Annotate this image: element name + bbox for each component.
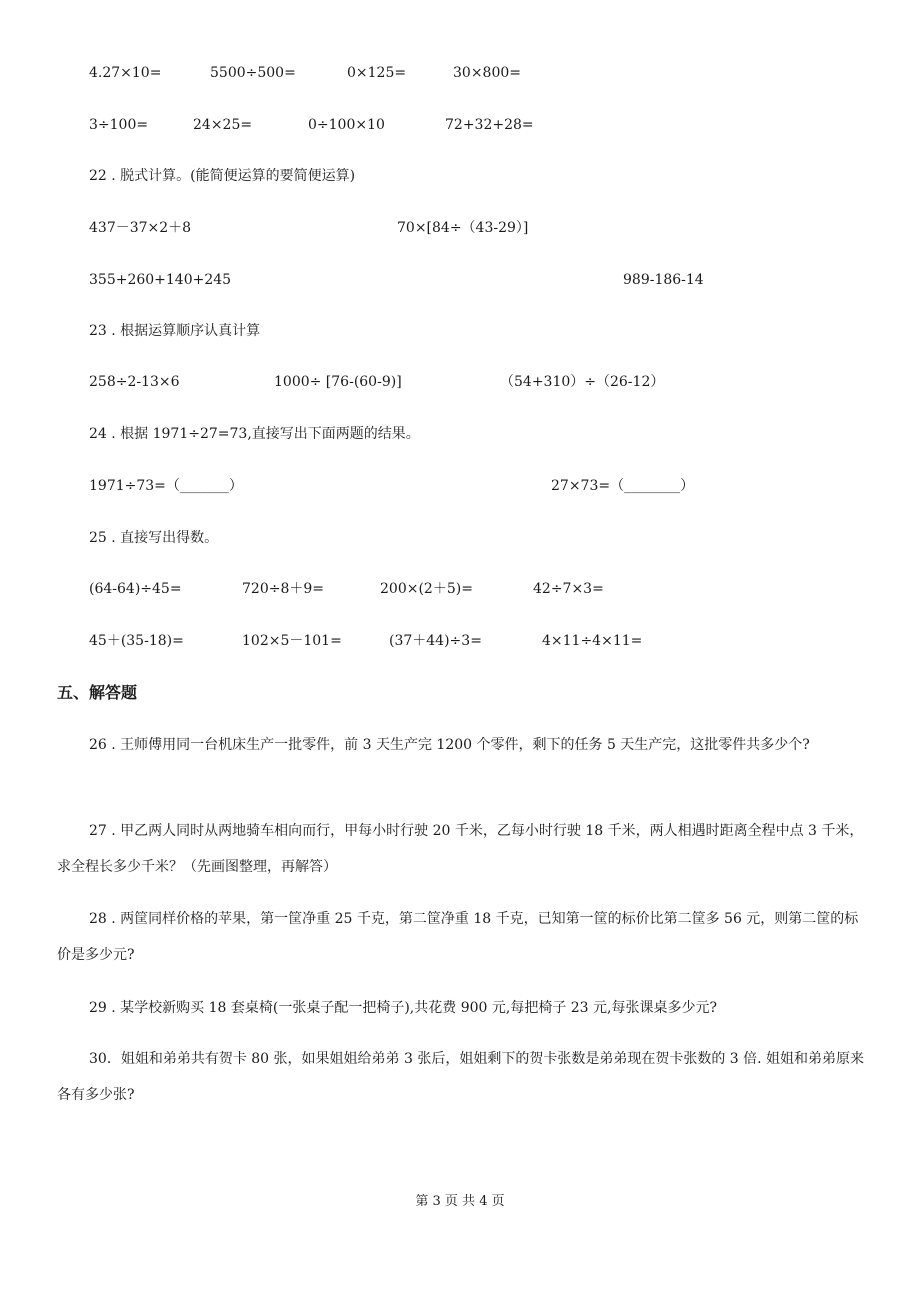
question-26: 26 . 王师傅用同一台机床生产一批零件，前 3 天生产完 1200 个零件，剩下的任务 5 天生产完，这批零件共多少个? (89, 737, 810, 753)
expression: 102×5－101= (242, 633, 342, 649)
expression: (37＋44)÷3= (389, 633, 482, 649)
expression: 45＋(35-18)= (89, 633, 184, 649)
expression: 1000÷ [76-(60-9)] (274, 374, 402, 390)
expression: 4.27×10= (89, 65, 162, 81)
expression: 70×[84÷（43-29）] (397, 220, 529, 236)
expression: （54+310）÷（26-12） (500, 374, 665, 390)
expression: 30×800= (453, 65, 521, 81)
expression: 720÷8＋9= (242, 581, 324, 597)
question-title: 24 . 根据 1971÷27=73,直接写出下面两题的结果。 (89, 426, 420, 442)
expression: 4×11÷4×11= (542, 633, 643, 649)
expression: 258÷2-13×6 (89, 374, 180, 390)
expression: 200×(2＋5)= (380, 581, 473, 597)
question-30: 30．姐姐和弟弟共有贺卡 80 张，如果姐姐给弟弟 3 张后，姐姐剩下的贺卡张数是弟弟现在贺卡张数的 3 倍. 姐姐和弟弟原来各有多少张? (57, 1051, 865, 1103)
expression: 355+260+140+245 (89, 272, 232, 288)
answer-blank: 1971÷73=（_______） (89, 478, 243, 494)
expression: 42÷7×3= (533, 581, 604, 597)
question-28: 28 . 两筐同样价格的苹果，第一筐净重 25 千克，第二筐净重 18 千克，已知第一筐的标价比第二筐多 56 元，则第二筐的标价是多少元? (57, 911, 859, 963)
question-title: 25 . 直接写出得数。 (89, 530, 219, 546)
expression: (64-64)÷45= (89, 581, 182, 597)
page-footer: 第 3 页 共 4 页 (415, 1194, 505, 1209)
answer-blank: 27×73=（________） (551, 478, 695, 494)
section-title: 五、解答题 (57, 683, 138, 702)
expression: 437－37×2＋8 (89, 220, 192, 236)
expression: 989-186-14 (623, 272, 704, 288)
expression: 0÷100×10 (308, 117, 385, 133)
question-27: 27 . 甲乙两人同时从两地骑车相向而行，甲每小时行驶 20 千米，乙每小时行驶 18 千米，两人相遇时距离全程中点 3 千米，求全程长多少千米？（先画图整理，再解答） (57, 823, 864, 875)
expression: 0×125= (347, 65, 407, 81)
question-title: 23 . 根据运算顺序认真计算 (89, 323, 261, 339)
expression: 72+32+28= (445, 117, 534, 133)
question-title: 22 . 脱式计算。(能简便运算的要简便运算) (89, 168, 356, 184)
expression: 5500÷500= (210, 65, 296, 81)
question-29: 29 . 某学校新购买 18 套桌椅(一张桌子配一把椅子),共花费 900 元,每把椅子 23 元,每张课桌多少元? (89, 1000, 717, 1016)
expression: 3÷100= (89, 117, 149, 133)
expression: 24×25= (193, 117, 253, 133)
